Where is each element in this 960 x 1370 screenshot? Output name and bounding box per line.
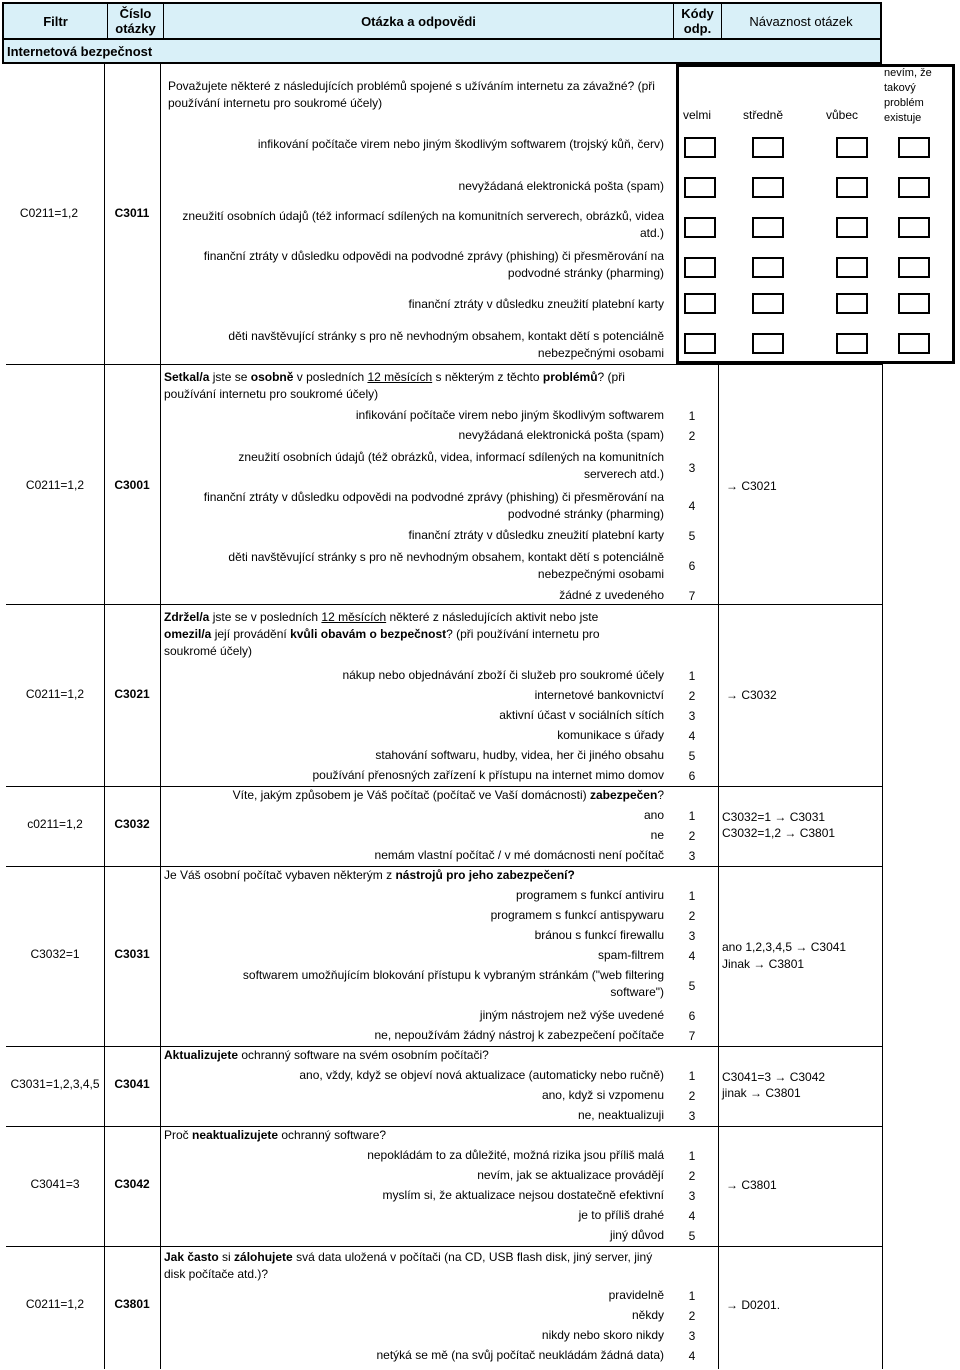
question-block-c3031	[6, 866, 882, 1047]
answer-code: 2	[688, 829, 696, 843]
list-item: internetové bankovnictví	[534, 688, 664, 702]
checkbox[interactable]	[752, 177, 784, 198]
answer-code: 4	[688, 1209, 696, 1223]
answer-code: 3	[688, 1329, 696, 1343]
list-item: programem s funkcí antispywaru	[490, 908, 664, 922]
checkbox[interactable]	[752, 333, 784, 354]
checkbox[interactable]	[898, 333, 930, 354]
list-item: netýká se mě (na svůj počítač neukládám žádná data)	[376, 1348, 664, 1362]
checkbox[interactable]	[684, 217, 716, 238]
checkbox[interactable]	[898, 293, 930, 314]
question-code: C3001	[114, 478, 150, 492]
navigation-rule: ano 1,2,3,4,5 → C3041	[722, 940, 847, 954]
checkbox[interactable]	[752, 217, 784, 238]
answer-code: 2	[688, 1309, 696, 1323]
filter-condition: C0211=1,2	[19, 206, 79, 220]
table-header	[2, 2, 882, 40]
answer-code: 7	[688, 1029, 696, 1043]
list-item: někdy	[631, 1308, 664, 1322]
list-item: aktivní účast v sociálních sítích	[499, 708, 664, 722]
answer-code: 5	[688, 979, 696, 993]
question-block-c3001	[6, 364, 882, 605]
list-item: pravidelně	[608, 1288, 664, 1302]
answer-code: 6	[688, 559, 696, 573]
question-code: C3042	[114, 1177, 150, 1191]
list-item: ne	[650, 828, 664, 842]
checkbox[interactable]	[684, 257, 716, 278]
navigation-rule: → D0201.	[726, 1298, 781, 1312]
navigation-rule: jinak → C3801	[722, 1086, 801, 1100]
answer-code: 6	[688, 769, 696, 783]
list-item: zneužití osobních údajů (též informací sdílených na komunitních serverech, obrázků, videa atd.)	[182, 209, 664, 240]
navigation-rule: C3032=1,2 → C3801	[722, 826, 836, 840]
column-stredne: středně	[742, 108, 784, 122]
answer-code: 1	[688, 669, 696, 683]
answer-code: 3	[688, 1109, 696, 1123]
answer-code: 4	[688, 729, 696, 743]
answer-code: 1	[688, 809, 696, 823]
answer-code: 4	[688, 499, 696, 513]
question-text: Proč neaktualizujete ochranný software?	[164, 1128, 387, 1142]
navigation-rule: C3032=1 → C3031	[722, 810, 826, 824]
column-velmi: velmi	[682, 108, 711, 122]
checkbox[interactable]	[836, 257, 868, 278]
list-item: nákup nebo objednávání zboží či služeb pro soukromé účely	[342, 668, 664, 682]
question-text: Považujete některé z následujících problémů spojené s užíváním internetu za závažné? (při používání internetu pro soukromé účely)	[168, 79, 655, 110]
filter-condition: C3041=3	[30, 1177, 80, 1191]
answer-code: 1	[688, 1149, 696, 1163]
answer-code: 2	[688, 1089, 696, 1103]
question-block-c3041	[6, 1046, 882, 1127]
checkbox[interactable]	[684, 177, 716, 198]
question-text: Aktualizujete ochranný software na svém osobním počítači?	[164, 1048, 489, 1062]
list-item: nevím, jak se aktualizace provádějí	[477, 1168, 664, 1182]
list-item: používání přenosných zařízení k přístupu na internet mimo domov	[312, 768, 664, 782]
list-item: komunikace s úřady	[557, 728, 664, 742]
answer-code: 2	[688, 689, 696, 703]
checkbox[interactable]	[836, 137, 868, 158]
list-item: finanční ztráty v důsledku odpovědi na podvodné zprávy (phishing) či přesměrování na podvodné stránky (pharming)	[203, 490, 664, 521]
list-item: finanční ztráty v důsledku zneužití platební karty	[408, 297, 664, 311]
list-item: žádné z uvedeného	[559, 588, 664, 602]
checkbox[interactable]	[836, 333, 868, 354]
list-item: děti navštěvující stránky s pro ně nevhodným obsahem, kontakt dětí s potenciálně nebezpečnými osobami	[228, 550, 664, 581]
filter-condition: c0211=1,2	[27, 817, 83, 831]
answer-code: 5	[688, 749, 696, 763]
list-item: myslím si, že aktualizace nejsou dostatečně efektivní	[382, 1188, 664, 1202]
question-text: Setkal/a jste se osobně v posledních 12 měsících s některým z těchto problémů? (při používání internetu pro soukromé účely)	[164, 370, 625, 401]
question-block-c3021	[6, 604, 882, 787]
answer-code: 3	[688, 1189, 696, 1203]
list-item: jiným nástrojem než výše uvedené	[479, 1008, 664, 1022]
checkbox[interactable]	[752, 257, 784, 278]
question-block-c3801	[6, 1246, 882, 1370]
question-code: C3801	[114, 1297, 150, 1311]
checkbox[interactable]	[836, 177, 868, 198]
answer-code: 1	[688, 409, 696, 423]
filter-condition: C0211=1,2	[25, 687, 85, 701]
answer-code: 5	[688, 1229, 696, 1243]
list-item: ano	[643, 808, 664, 822]
answer-code: 1	[688, 1289, 696, 1303]
header-navigation: Návaznost otázek	[749, 13, 853, 29]
question-code: C3041	[114, 1077, 150, 1091]
header-filter: Filtr	[4, 4, 108, 38]
filter-condition: C0211=1,2	[25, 1297, 85, 1311]
list-item: programem s funkcí antiviru	[515, 888, 664, 902]
list-item: infikování počítače virem nebo jiným škodlivým softwarem	[355, 408, 664, 422]
list-item: nevyžádaná elektronická pošta (spam)	[458, 428, 664, 442]
header-question-number: Číslo otázky	[108, 4, 164, 38]
answer-code: 3	[688, 849, 696, 863]
list-item: ano, když si vzpomenu	[541, 1088, 664, 1102]
question-code: C3031	[114, 947, 150, 961]
question-text: Jak často si zálohujete svá data uložená v počítači (na CD, USB flash disk, jiný server, jiný disk počítače atd.)?	[164, 1250, 653, 1281]
list-item: infikování počítače virem nebo jiným škodlivým softwarem (trojský kůň, červ)	[257, 137, 664, 151]
header-codes: Kódy odp.	[674, 4, 722, 38]
answer-code: 2	[688, 1169, 696, 1183]
list-item: nemám vlastní počítač / v mé domácnosti není počítač	[374, 848, 664, 862]
question-code: C3011	[114, 206, 150, 220]
answer-code: 3	[688, 709, 696, 723]
checkbox[interactable]	[684, 333, 716, 354]
list-item: ano, vždy, když se objeví nová aktualizace (automaticky nebo ručně)	[299, 1068, 664, 1082]
answer-code: 1	[688, 1069, 696, 1083]
list-item: softwarem umožňujícím blokování přístupu k vybraným stránkám ("web filtering software")	[242, 968, 664, 999]
list-item: stahování softwaru, hudby, videa, her či jiného obsahu	[375, 748, 664, 762]
question-text: Víte, jakým způsobem je Váš počítač (počítač ve Vaší domácnosti) zabezpečen?	[232, 788, 664, 802]
answer-code: 5	[688, 529, 696, 543]
column-vubec: vůbec	[825, 108, 859, 122]
checkbox[interactable]	[898, 257, 930, 278]
question-text: Je Váš osobní počítač vybaven některým z nástrojů pro jeho zabezpečení?	[164, 868, 575, 882]
checkbox[interactable]	[898, 217, 930, 238]
checkbox[interactable]	[684, 293, 716, 314]
list-item: finanční ztráty v důsledku odpovědi na podvodné zprávy (phishing) či přesměrování na podvodné stránky (pharming)	[203, 249, 664, 280]
header-question: Otázka a odpovědi	[164, 4, 674, 38]
list-item: ne, nepoužívám žádný nástroj k zabezpečení počítače	[374, 1028, 664, 1042]
checkbox[interactable]	[836, 217, 868, 238]
divider	[882, 364, 883, 1369]
list-item: spam-filtrem	[597, 948, 664, 962]
list-item: ne, neaktualizuji	[577, 1108, 664, 1122]
list-item: nikdy nebo skoro nikdy	[541, 1328, 664, 1342]
checkbox[interactable]	[898, 177, 930, 198]
list-item: jiný důvod	[609, 1228, 664, 1242]
list-item: finanční ztráty v důsledku zneužití platební karty	[408, 528, 664, 542]
answer-code: 7	[688, 589, 696, 603]
section-title: Internetová bezpečnost	[2, 40, 882, 64]
checkbox[interactable]	[752, 293, 784, 314]
list-item: je to příliš drahé	[578, 1208, 664, 1222]
navigation-rule: → C3801	[726, 1178, 777, 1192]
list-item: zneužití osobních údajů (též obrázků, videa, informací sdílených na komunitních serverech atd.)	[238, 450, 664, 481]
filter-condition: C3032=1	[30, 947, 80, 961]
navigation-rule: Jinak → C3801	[722, 957, 805, 971]
checkbox[interactable]	[752, 137, 784, 158]
answer-code: 4	[688, 949, 696, 963]
checkbox[interactable]	[684, 137, 716, 158]
list-item: děti navštěvující stránky s pro ně nevhodným obsahem, kontakt dětí s potenciálně nebezpečnými osobami	[228, 329, 664, 360]
list-item: nepokládám to za důležité, možná rizika jsou příliš malá	[367, 1148, 664, 1162]
answer-code: 4	[688, 1349, 696, 1363]
question-code: C3021	[114, 687, 150, 701]
answer-code: 2	[688, 429, 696, 443]
list-item: nevyžádaná elektronická pošta (spam)	[458, 179, 664, 193]
column-nevim: nevím, že takový problém existuje	[884, 67, 932, 124]
answer-code: 6	[688, 1009, 696, 1023]
navigation-rule: → C3021	[726, 479, 777, 493]
question-text: Zdržel/a jste se v posledních 12 měsících některé z následujících aktivit nebo jste omezil/a její provádění kvůli obavám o bezpečnost? (při používání internetu pro soukromé účely)	[164, 610, 600, 658]
question-code: C3032	[114, 817, 150, 831]
filter-condition: C0211=1,2	[25, 478, 85, 492]
answer-code: 3	[688, 461, 696, 475]
filter-condition: C3031=1,2,3,4,5	[10, 1077, 100, 1091]
question-block-c3042	[6, 1126, 882, 1247]
checkbox[interactable]	[898, 137, 930, 158]
question-block-c3032	[6, 786, 882, 867]
answer-code: 3	[688, 929, 696, 943]
list-item: bránou s funkcí firewallu	[534, 928, 664, 942]
navigation-rule: → C3032	[726, 688, 777, 702]
answer-code: 1	[688, 889, 696, 903]
answer-code: 2	[688, 909, 696, 923]
checkbox[interactable]	[836, 293, 868, 314]
navigation-rule: C3041=3 → C3042	[722, 1070, 826, 1084]
